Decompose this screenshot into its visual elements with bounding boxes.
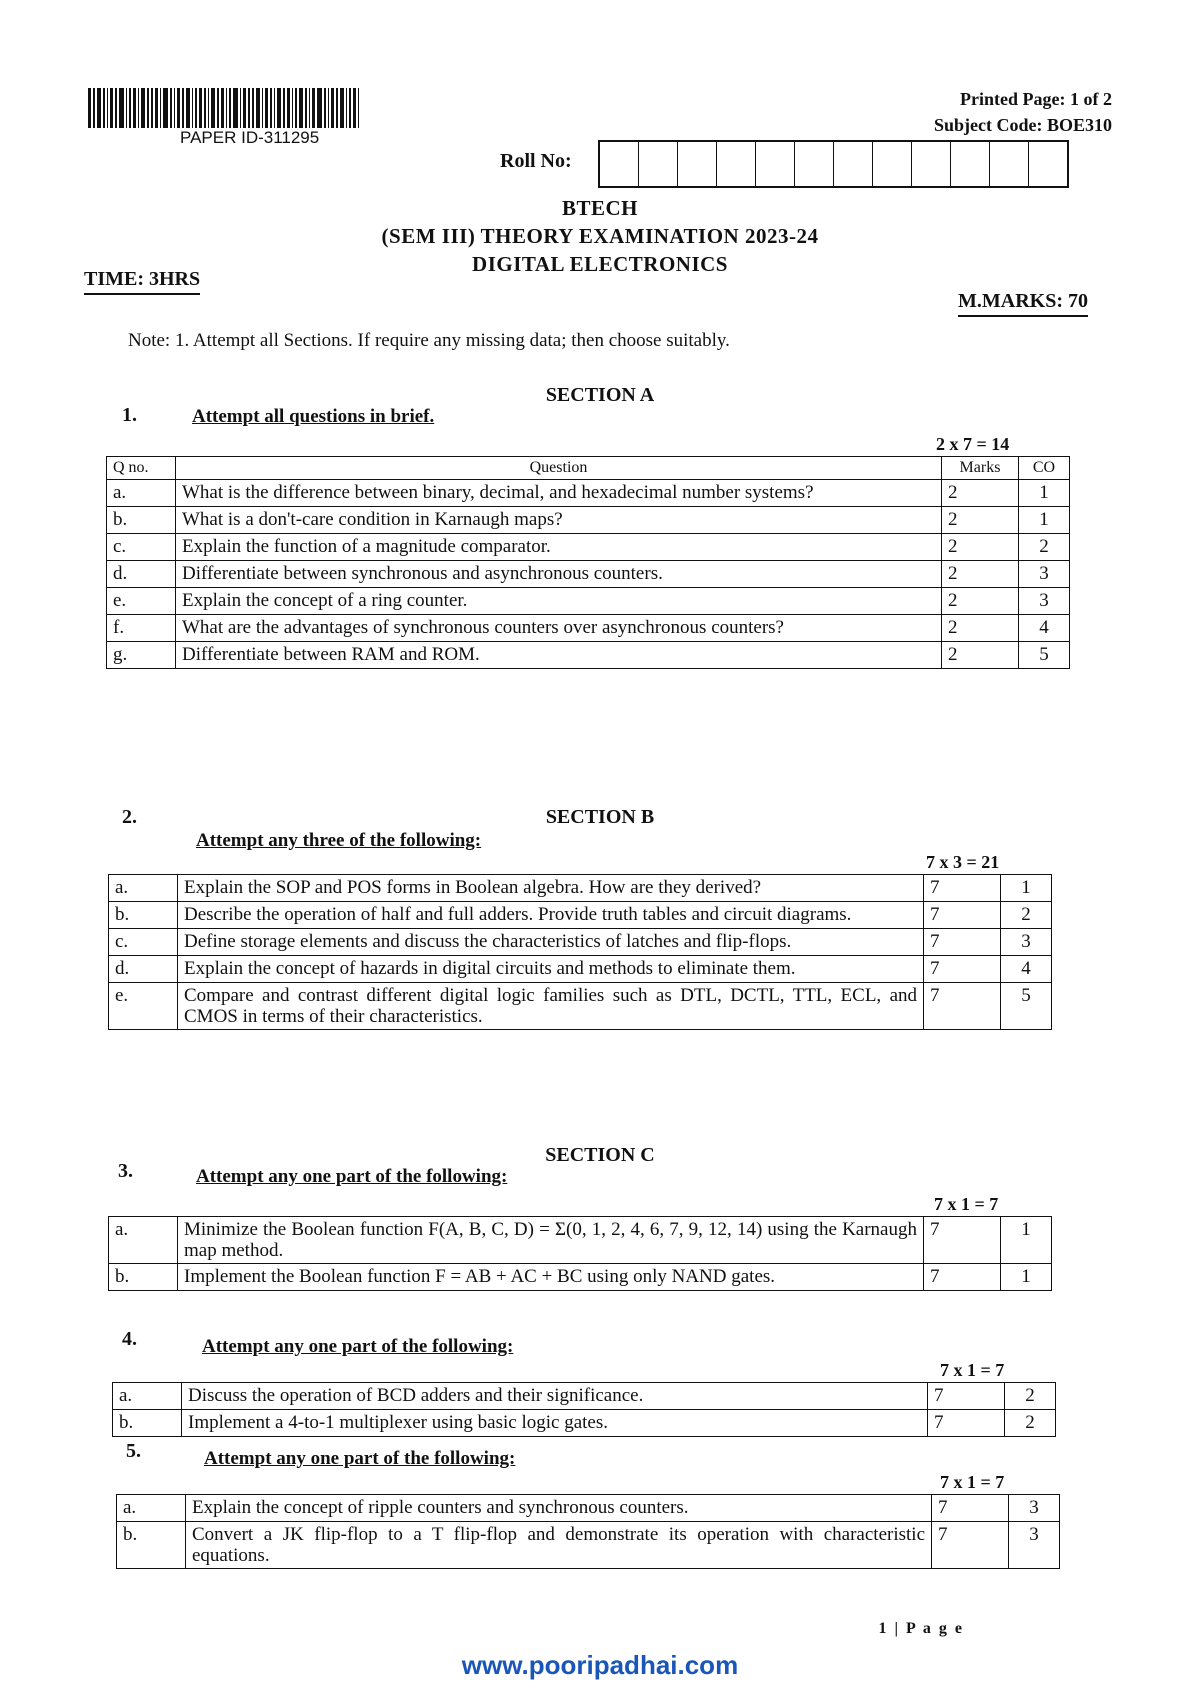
question-co: 4 <box>1001 956 1052 983</box>
question-co: 1 <box>1001 1217 1052 1264</box>
question-label: a. <box>109 1217 178 1264</box>
question-number: 4. <box>122 1328 137 1350</box>
question-text: Differentiate between RAM and ROM. <box>176 642 942 669</box>
question-text: What are the advantages of synchronous counters over asynchronous counters? <box>176 615 942 642</box>
question-row <box>113 1410 1056 1437</box>
col-question: Question <box>176 457 942 480</box>
question-label: e. <box>107 588 176 615</box>
question-row <box>109 875 1052 902</box>
question-row <box>109 929 1052 956</box>
question-row <box>107 534 1070 561</box>
question-number: 2. <box>122 806 137 828</box>
question-label: b. <box>109 902 178 929</box>
question-co: 3 <box>1019 561 1070 588</box>
question-text: Implement a 4-to-1 multiplexer using basic logic gates. <box>182 1410 928 1437</box>
section-b-table <box>108 874 1052 1030</box>
question-marks: 7 <box>924 875 1001 902</box>
question-text: Define storage elements and discuss the characteristics of latches and flip-flops. <box>178 929 924 956</box>
marks-scheme: 7 x 1 = 7 <box>940 1472 1005 1492</box>
question-3-table <box>108 1216 1052 1291</box>
exam-title: (SEM III) THEORY EXAMINATION 2023-24 <box>381 224 819 248</box>
section-b-title: SECTION B <box>545 806 655 828</box>
question-label: b. <box>113 1410 182 1437</box>
question-label: c. <box>107 534 176 561</box>
printed-page-info <box>934 86 1112 138</box>
question-row <box>109 983 1052 1030</box>
marks-scheme: 7 x 1 = 7 <box>934 1194 999 1214</box>
question-label: b. <box>107 507 176 534</box>
paper-id: PAPER ID-311295 <box>180 128 320 147</box>
roll-no-boxes <box>598 140 1069 188</box>
question-text: Explain the concept of ripple counters and synchronous counters. <box>186 1495 932 1522</box>
question-co: 2 <box>1019 534 1070 561</box>
question-co: 2 <box>1001 902 1052 929</box>
question-number: 3. <box>118 1160 133 1182</box>
question-marks: 7 <box>928 1410 1005 1437</box>
question-marks: 7 <box>932 1522 1009 1569</box>
question-row <box>109 1217 1052 1264</box>
question-text: Discuss the operation of BCD adders and their significance. <box>182 1383 928 1410</box>
question-co: 1 <box>1001 1264 1052 1291</box>
question-marks: 2 <box>942 642 1019 669</box>
question-instruction: Attempt any one part of the following: <box>204 1448 516 1469</box>
question-text: Compare and contrast different digital logic families such as DTL, DCTL, TTL, ECL, and CMOS in terms of their characteristics. <box>178 983 924 1030</box>
question-text: What is a don't-care condition in Karnaugh maps? <box>176 507 942 534</box>
question-co: 3 <box>1009 1495 1060 1522</box>
question-label: a. <box>107 480 176 507</box>
marks-scheme: 2 x 7 = 14 <box>936 434 1010 454</box>
question-text: Describe the operation of half and full adders. Provide truth tables and circuit diagrams. <box>178 902 924 929</box>
question-row <box>109 956 1052 983</box>
question-label: f. <box>107 615 176 642</box>
col-marks: Marks <box>942 457 1019 480</box>
question-text: Implement the Boolean function F = AB + AC + BC using only NAND gates. <box>178 1264 924 1291</box>
question-5-table <box>116 1494 1060 1569</box>
question-instruction: Attempt any three of the following: <box>196 830 482 851</box>
question-row <box>109 902 1052 929</box>
section-a-table <box>106 456 1070 669</box>
question-row <box>107 642 1070 669</box>
question-row <box>117 1495 1060 1522</box>
question-marks: 7 <box>928 1383 1005 1410</box>
question-instruction: Attempt all questions in brief. <box>192 406 435 427</box>
barcode <box>88 88 440 128</box>
question-instruction: Attempt any one part of the following: <box>196 1166 508 1187</box>
col-co: CO <box>1019 457 1070 480</box>
question-instruction: Attempt any one part of the following: <box>202 1336 514 1357</box>
question-number: 1. <box>122 404 137 426</box>
question-marks: 7 <box>924 1217 1001 1264</box>
note: Note: 1. Attempt all Sections. If require any missing data; then choose suitably. <box>128 330 730 351</box>
question-marks: 2 <box>942 561 1019 588</box>
question-co: 4 <box>1019 615 1070 642</box>
question-row <box>109 1264 1052 1291</box>
section-c-title: SECTION C <box>545 1144 655 1166</box>
question-marks: 2 <box>942 534 1019 561</box>
question-text: Differentiate between synchronous and asynchronous counters. <box>176 561 942 588</box>
question-marks: 7 <box>924 983 1001 1030</box>
question-marks: 7 <box>924 929 1001 956</box>
question-text: Explain the concept of a ring counter. <box>176 588 942 615</box>
question-marks: 7 <box>924 1264 1001 1291</box>
question-marks: 7 <box>924 956 1001 983</box>
question-text: Explain the concept of hazards in digital circuits and methods to eliminate them. <box>178 956 924 983</box>
question-marks: 2 <box>942 588 1019 615</box>
question-co: 1 <box>1019 480 1070 507</box>
question-row <box>107 507 1070 534</box>
question-co: 3 <box>1019 588 1070 615</box>
question-label: e. <box>109 983 178 1030</box>
question-co: 5 <box>1001 983 1052 1030</box>
question-text: Convert a JK flip-flop to a T flip-flop and demonstrate its operation with characteristic equations. <box>186 1522 932 1569</box>
question-co: 3 <box>1009 1522 1060 1569</box>
question-text: Explain the SOP and POS forms in Boolean algebra. How are they derived? <box>178 875 924 902</box>
question-co: 2 <box>1005 1383 1056 1410</box>
question-label: d. <box>107 561 176 588</box>
question-row <box>113 1383 1056 1410</box>
question-label: d. <box>109 956 178 983</box>
question-label: b. <box>117 1522 186 1569</box>
question-label: b. <box>109 1264 178 1291</box>
col-qno: Q no. <box>107 457 176 480</box>
question-co: 3 <box>1001 929 1052 956</box>
printed-page: Printed Page: 1 of 2 <box>960 89 1112 109</box>
question-row <box>107 561 1070 588</box>
max-marks: M.MARKS: 70 <box>958 290 1088 317</box>
question-co: 1 <box>1001 875 1052 902</box>
question-text: What is the difference between binary, decimal, and hexadecimal number systems? <box>176 480 942 507</box>
table-header-row <box>107 457 1070 480</box>
page-number: 1 | P a g e <box>878 1620 964 1637</box>
question-row <box>117 1522 1060 1569</box>
question-number: 5. <box>126 1440 141 1462</box>
website-link[interactable]: www.pooripadhai.com <box>461 1650 739 1680</box>
question-marks: 2 <box>942 615 1019 642</box>
question-label: c. <box>109 929 178 956</box>
question-marks: 7 <box>924 902 1001 929</box>
question-label: a. <box>109 875 178 902</box>
question-text: Minimize the Boolean function F(A, B, C, D) = Σ(0, 1, 2, 4, 6, 7, 9, 12, 14) using the Karnaugh map method. <box>178 1217 924 1264</box>
question-row <box>107 615 1070 642</box>
question-co: 1 <box>1019 507 1070 534</box>
question-marks: 2 <box>942 507 1019 534</box>
program: BTECH <box>561 196 639 220</box>
subject-code: Subject Code: BOE310 <box>933 115 1112 135</box>
marks-scheme: 7 x 1 = 7 <box>940 1360 1005 1380</box>
question-label: a. <box>113 1383 182 1410</box>
section-a-title: SECTION A <box>545 384 655 406</box>
question-marks: 2 <box>942 480 1019 507</box>
question-4-table <box>112 1382 1056 1437</box>
question-marks: 7 <box>932 1495 1009 1522</box>
question-label: g. <box>107 642 176 669</box>
subject-title: DIGITAL ELECTRONICS <box>472 252 728 276</box>
question-row <box>107 480 1070 507</box>
marks-scheme: 7 x 3 = 21 <box>926 852 1000 872</box>
roll-no-label: Roll No: <box>500 150 572 172</box>
question-label: a. <box>117 1495 186 1522</box>
question-co: 2 <box>1005 1410 1056 1437</box>
question-text: Explain the function of a magnitude comparator. <box>176 534 942 561</box>
exam-time: TIME: 3HRS <box>84 268 200 295</box>
question-row <box>107 588 1070 615</box>
question-co: 5 <box>1019 642 1070 669</box>
